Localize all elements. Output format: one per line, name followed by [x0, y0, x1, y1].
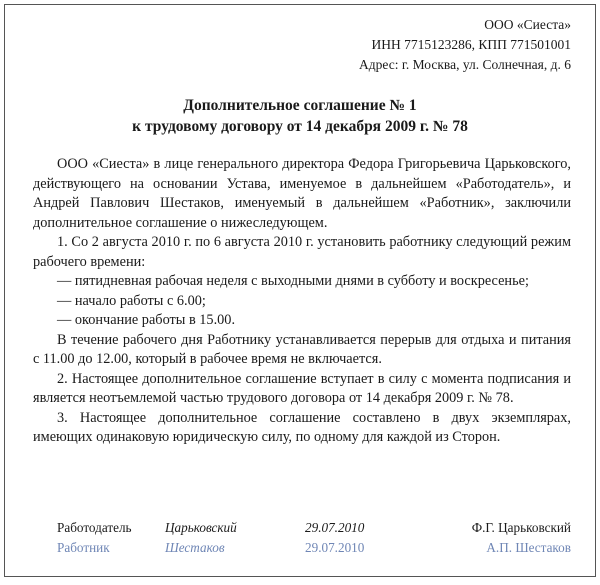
- document-title: [5, 95, 595, 137]
- title-line-2: к трудовому договору от 14 декабря 2009 г. № 78: [132, 118, 468, 135]
- letterhead: [359, 15, 571, 75]
- signature-name: Ф.Г. Царьковский: [471, 520, 571, 535]
- signature-role: Работодатель: [57, 520, 132, 535]
- signature-name: А.П. Шестаков: [486, 540, 571, 555]
- list-item-weekdays: — пятидневная рабочая неделя с выходными днями в субботу и воскресенье;: [57, 273, 529, 289]
- paragraph-clause-1: 1. Со 2 августа 2010 г. по 6 августа 2010 г. установить работнику следующий режим рабочего времени:: [33, 234, 571, 270]
- signature-handwritten: Шестаков: [165, 540, 225, 555]
- signature-row-employer: [57, 518, 571, 538]
- document-page: [4, 4, 596, 577]
- paragraph-clause-3: 3. Настоящее дополнительное соглашение составлено в двух экземплярах, имеющих одинаковую юридическую силу, по одному для каждой из Сторон.: [33, 409, 571, 445]
- signature-role: Работник: [57, 540, 110, 555]
- paragraph-clause-2: 2. Настоящее дополнительное соглашение вступает в силу с момента подписания и является неотъемлемой частью трудового договора от 14 декабря 2009 г. № 78.: [33, 370, 571, 406]
- list-item-end-time: — окончание работы в 15.00.: [57, 312, 236, 328]
- inn-kpp: ИНН 7715123286, КПП 771501001: [371, 37, 571, 52]
- paragraph-preamble: ООО «Сиеста» в лице генерального директора Федора Григорьевича Царьковского, действующего на основании Устава, именуемое в дальнейшем «Работодатель», и Андрей Павлович Шестаков, именуемый в дальнейшем «Работник», заключили дополнительное соглашение о нижеследующем.: [33, 156, 571, 231]
- agreement-body: [33, 155, 571, 448]
- title-line-1: Дополнительное соглашение № 1: [183, 97, 417, 114]
- paragraph-break: В течение рабочего дня Работнику устанавливается перерыв для отдыха и питания с 11.00 до 12.00, который в рабочее время не включается.: [33, 331, 571, 367]
- company-name: ООО «Сиеста»: [484, 17, 571, 32]
- signature-date: 29.07.2010: [305, 540, 365, 555]
- list-item-start-time: — начало работы с 6.00;: [57, 292, 206, 309]
- signature-handwritten: Царьковский: [165, 520, 237, 535]
- company-address: Адрес: г. Москва, ул. Солнечная, д. 6: [359, 57, 571, 72]
- signature-date: 29.07.2010: [305, 520, 365, 535]
- signature-row-employee: [57, 538, 571, 558]
